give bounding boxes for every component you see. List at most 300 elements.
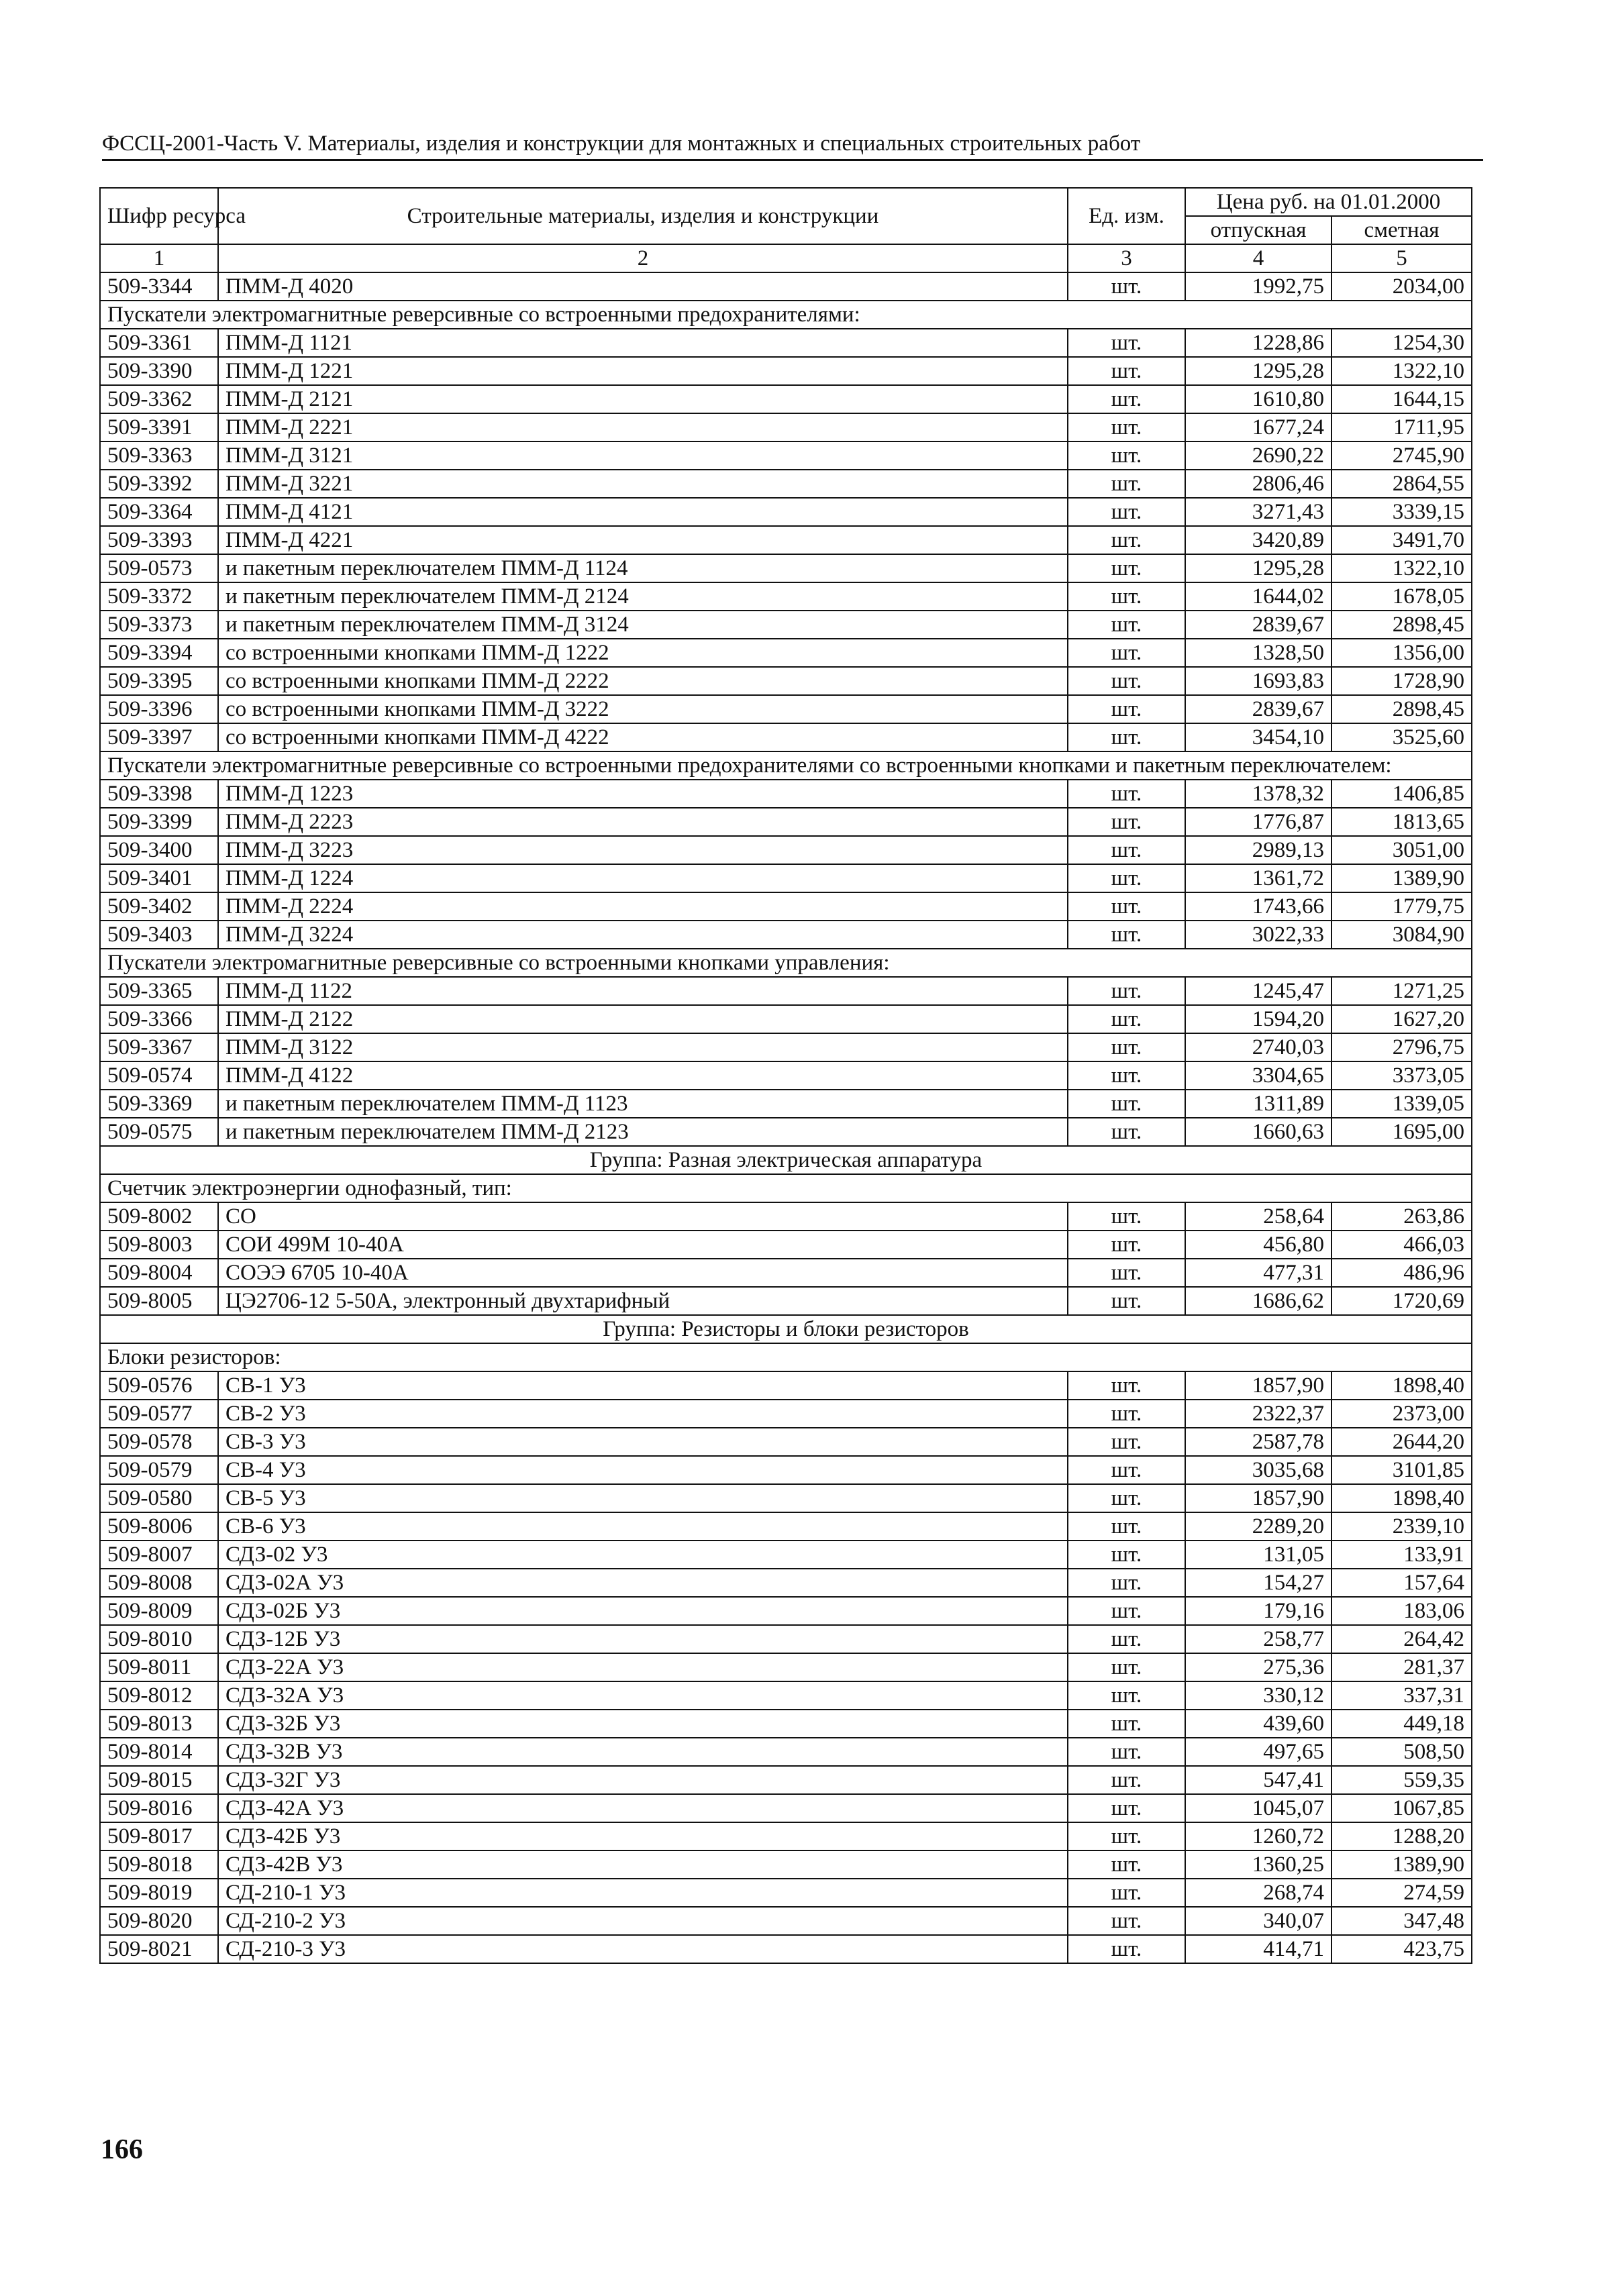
release-price: 1660,63	[1185, 1118, 1331, 1146]
resource-code: 509-3402	[100, 892, 218, 921]
unit: шт.	[1068, 498, 1185, 526]
resource-code: 509-0575	[100, 1118, 218, 1146]
unit: шт.	[1068, 1766, 1185, 1794]
group-title: Группа: Резисторы и блоки резисторов	[100, 1315, 1472, 1343]
unit: шт.	[1068, 1653, 1185, 1681]
estimate-price: 3373,05	[1331, 1061, 1472, 1090]
estimate-price: 274,59	[1331, 1879, 1472, 1907]
resource-code: 509-3372	[100, 582, 218, 611]
unit: шт.	[1068, 1118, 1185, 1146]
unit: шт.	[1068, 1935, 1185, 1963]
resource-code: 509-3362	[100, 385, 218, 413]
group-row	[100, 1146, 1472, 1174]
unit: шт.	[1068, 1033, 1185, 1061]
col-header-release: отпускная	[1185, 216, 1331, 244]
estimate-price: 157,64	[1331, 1569, 1472, 1597]
material-name: СДЗ-42Б У3	[218, 1822, 1068, 1850]
material-name: СДЗ-32А У3	[218, 1681, 1068, 1710]
unit: шт.	[1068, 441, 1185, 470]
resource-code: 509-3393	[100, 526, 218, 554]
resource-code: 509-3365	[100, 977, 218, 1005]
table-row	[100, 1287, 1472, 1315]
table-row	[100, 639, 1472, 667]
table-row	[100, 1090, 1472, 1118]
unit: шт.	[1068, 554, 1185, 582]
estimate-price: 1695,00	[1331, 1118, 1472, 1146]
table-row	[100, 1231, 1472, 1259]
table-row	[100, 1033, 1472, 1061]
material-name: СД-210-1 У3	[218, 1879, 1068, 1907]
material-name: ПММ-Д 3224	[218, 921, 1068, 949]
estimate-price: 1067,85	[1331, 1794, 1472, 1822]
section-title: Пускатели электромагнитные реверсивные со встроенными предохранителями со встроенными кнопками и пакетным переключателем:	[100, 751, 1472, 780]
estimate-price: 3491,70	[1331, 526, 1472, 554]
material-name: СДЗ-22А У3	[218, 1653, 1068, 1681]
release-price: 258,77	[1185, 1625, 1331, 1653]
material-name: СВ-1 У3	[218, 1371, 1068, 1400]
unit: шт.	[1068, 1231, 1185, 1259]
unit: шт.	[1068, 1061, 1185, 1090]
release-price: 3420,89	[1185, 526, 1331, 554]
material-name: СДЗ-32Б У3	[218, 1710, 1068, 1738]
table-row	[100, 470, 1472, 498]
material-name: ПММ-Д 3122	[218, 1033, 1068, 1061]
table-row	[100, 1738, 1472, 1766]
release-price: 1228,86	[1185, 329, 1331, 357]
section-row	[100, 1174, 1472, 1202]
material-name: и пакетным переключателем ПММ-Д 2123	[218, 1118, 1068, 1146]
estimate-price: 2373,00	[1331, 1400, 1472, 1428]
unit: шт.	[1068, 1400, 1185, 1428]
col-number: 1	[100, 244, 218, 272]
material-name: ПММ-Д 4221	[218, 526, 1068, 554]
material-name: СВ-6 У3	[218, 1512, 1068, 1541]
material-name: СДЗ-42А У3	[218, 1794, 1068, 1822]
release-price: 1776,87	[1185, 808, 1331, 836]
estimate-price: 3101,85	[1331, 1456, 1472, 1484]
estimate-price: 1627,20	[1331, 1005, 1472, 1033]
resource-code: 509-0579	[100, 1456, 218, 1484]
table-row	[100, 1879, 1472, 1907]
material-name: ПММ-Д 1122	[218, 977, 1068, 1005]
release-price: 179,16	[1185, 1597, 1331, 1625]
resource-code: 509-8007	[100, 1541, 218, 1569]
unit: шт.	[1068, 1456, 1185, 1484]
table-row	[100, 892, 1472, 921]
estimate-price: 3339,15	[1331, 498, 1472, 526]
table-row	[100, 1118, 1472, 1146]
table-row	[100, 1512, 1472, 1541]
table-row	[100, 723, 1472, 751]
resource-code: 509-0576	[100, 1371, 218, 1400]
resource-code: 509-8016	[100, 1794, 218, 1822]
material-name: ПММ-Д 2224	[218, 892, 1068, 921]
table-row	[100, 1766, 1472, 1794]
material-name: ЦЭ2706-12 5-50А, электронный двухтарифный	[218, 1287, 1068, 1315]
material-name: со встроенными кнопками ПММ-Д 2222	[218, 667, 1068, 695]
material-name: ПММ-Д 2121	[218, 385, 1068, 413]
resource-code: 509-0573	[100, 554, 218, 582]
table-row	[100, 582, 1472, 611]
resource-code: 509-3364	[100, 498, 218, 526]
resource-code: 509-3395	[100, 667, 218, 695]
release-price: 1610,80	[1185, 385, 1331, 413]
estimate-price: 423,75	[1331, 1935, 1472, 1963]
estimate-price: 2644,20	[1331, 1428, 1472, 1456]
table-row	[100, 1569, 1472, 1597]
section-row	[100, 751, 1472, 780]
estimate-price: 1322,10	[1331, 554, 1472, 582]
material-name: со встроенными кнопками ПММ-Д 3222	[218, 695, 1068, 723]
table-row	[100, 836, 1472, 864]
table-row	[100, 1653, 1472, 1681]
unit: шт.	[1068, 1287, 1185, 1315]
release-price: 2989,13	[1185, 836, 1331, 864]
resource-code: 509-3391	[100, 413, 218, 441]
resource-code: 509-3361	[100, 329, 218, 357]
unit: шт.	[1068, 1597, 1185, 1625]
unit: шт.	[1068, 1822, 1185, 1850]
estimate-price: 466,03	[1331, 1231, 1472, 1259]
resource-code: 509-8002	[100, 1202, 218, 1231]
col-number: 4	[1185, 244, 1331, 272]
resource-code: 509-8017	[100, 1822, 218, 1850]
release-price: 2740,03	[1185, 1033, 1331, 1061]
release-price: 1743,66	[1185, 892, 1331, 921]
material-name: ПММ-Д 1224	[218, 864, 1068, 892]
release-price: 1992,75	[1185, 272, 1331, 301]
unit: шт.	[1068, 1625, 1185, 1653]
release-price: 154,27	[1185, 1569, 1331, 1597]
estimate-price: 3084,90	[1331, 921, 1472, 949]
resource-code: 509-3366	[100, 1005, 218, 1033]
release-price: 275,36	[1185, 1653, 1331, 1681]
material-name: СДЗ-02 У3	[218, 1541, 1068, 1569]
release-price: 439,60	[1185, 1710, 1331, 1738]
release-price: 1245,47	[1185, 977, 1331, 1005]
material-name: ПММ-Д 4020	[218, 272, 1068, 301]
unit: шт.	[1068, 611, 1185, 639]
release-price: 547,41	[1185, 1766, 1331, 1794]
estimate-price: 337,31	[1331, 1681, 1472, 1710]
resource-code: 509-8015	[100, 1766, 218, 1794]
table-row	[100, 808, 1472, 836]
unit: шт.	[1068, 1512, 1185, 1541]
table-row	[100, 611, 1472, 639]
release-price: 3454,10	[1185, 723, 1331, 751]
estimate-price: 2864,55	[1331, 470, 1472, 498]
release-price: 3304,65	[1185, 1061, 1331, 1090]
release-price: 268,74	[1185, 1879, 1331, 1907]
resource-code: 509-3373	[100, 611, 218, 639]
table-row	[100, 498, 1472, 526]
release-price: 258,64	[1185, 1202, 1331, 1231]
table-row	[100, 1794, 1472, 1822]
unit: шт.	[1068, 1879, 1185, 1907]
table-row	[100, 1456, 1472, 1484]
resource-code: 509-3400	[100, 836, 218, 864]
estimate-price: 2898,45	[1331, 695, 1472, 723]
resource-code: 509-8019	[100, 1879, 218, 1907]
resource-code: 509-8020	[100, 1907, 218, 1935]
unit: шт.	[1068, 1569, 1185, 1597]
table-row	[100, 1907, 1472, 1935]
release-price: 1295,28	[1185, 357, 1331, 385]
resource-code: 509-3403	[100, 921, 218, 949]
material-name: СДЗ-32Г У3	[218, 1766, 1068, 1794]
resource-code: 509-3392	[100, 470, 218, 498]
estimate-price: 1779,75	[1331, 892, 1472, 921]
resource-code: 509-3367	[100, 1033, 218, 1061]
release-price: 1295,28	[1185, 554, 1331, 582]
estimate-price: 263,86	[1331, 1202, 1472, 1231]
material-name: ПММ-Д 2122	[218, 1005, 1068, 1033]
release-price: 1857,90	[1185, 1371, 1331, 1400]
estimate-price: 347,48	[1331, 1907, 1472, 1935]
resource-code: 509-8018	[100, 1850, 218, 1879]
estimate-price: 1813,65	[1331, 808, 1472, 836]
group-row	[100, 1315, 1472, 1343]
unit: шт.	[1068, 723, 1185, 751]
table-row	[100, 1428, 1472, 1456]
table-row	[100, 977, 1472, 1005]
resource-code: 509-8014	[100, 1738, 218, 1766]
estimate-price: 1288,20	[1331, 1822, 1472, 1850]
estimate-price: 1898,40	[1331, 1371, 1472, 1400]
col-header-code: Шифр ресурса	[100, 188, 218, 244]
material-name: ПММ-Д 4122	[218, 1061, 1068, 1090]
material-name: СВ-4 У3	[218, 1456, 1068, 1484]
unit: шт.	[1068, 695, 1185, 723]
section-title: Пускатели электромагнитные реверсивные со встроенными кнопками управления:	[100, 949, 1472, 977]
estimate-price: 1322,10	[1331, 357, 1472, 385]
resource-code: 509-3397	[100, 723, 218, 751]
material-name: СДЗ-32В У3	[218, 1738, 1068, 1766]
unit: шт.	[1068, 667, 1185, 695]
estimate-price: 281,37	[1331, 1653, 1472, 1681]
col-number: 3	[1068, 244, 1185, 272]
estimate-price: 486,96	[1331, 1259, 1472, 1287]
resource-code: 509-0580	[100, 1484, 218, 1512]
table-row	[100, 1541, 1472, 1569]
table-row	[100, 526, 1472, 554]
table-row	[100, 1597, 1472, 1625]
release-price: 1857,90	[1185, 1484, 1331, 1512]
table-row	[100, 1400, 1472, 1428]
unit: шт.	[1068, 836, 1185, 864]
estimate-price: 1356,00	[1331, 639, 1472, 667]
release-price: 1693,83	[1185, 667, 1331, 695]
unit: шт.	[1068, 1907, 1185, 1935]
release-price: 3022,33	[1185, 921, 1331, 949]
estimate-price: 508,50	[1331, 1738, 1472, 1766]
release-price: 1360,25	[1185, 1850, 1331, 1879]
col-header-price: Цена руб. на 01.01.2000	[1185, 188, 1472, 216]
resource-code: 509-8005	[100, 1287, 218, 1315]
material-name: ПММ-Д 1121	[218, 329, 1068, 357]
unit: шт.	[1068, 1005, 1185, 1033]
release-price: 1361,72	[1185, 864, 1331, 892]
material-name: ПММ-Д 1223	[218, 780, 1068, 808]
resource-code: 509-8009	[100, 1597, 218, 1625]
release-price: 131,05	[1185, 1541, 1331, 1569]
unit: шт.	[1068, 1738, 1185, 1766]
resource-code: 509-8004	[100, 1259, 218, 1287]
material-name: ПММ-Д 1221	[218, 357, 1068, 385]
unit: шт.	[1068, 1090, 1185, 1118]
unit: шт.	[1068, 1541, 1185, 1569]
unit: шт.	[1068, 329, 1185, 357]
material-name: ПММ-Д 2223	[218, 808, 1068, 836]
release-price: 1378,32	[1185, 780, 1331, 808]
table-row	[100, 1371, 1472, 1400]
estimate-price: 133,91	[1331, 1541, 1472, 1569]
group-title: Группа: Разная электрическая аппаратура	[100, 1146, 1472, 1174]
table-row	[100, 1625, 1472, 1653]
unit: шт.	[1068, 470, 1185, 498]
estimate-price: 1389,90	[1331, 1850, 1472, 1879]
estimate-price: 2034,00	[1331, 272, 1472, 301]
unit: шт.	[1068, 1484, 1185, 1512]
material-name: и пакетным переключателем ПММ-Д 1124	[218, 554, 1068, 582]
resource-code: 509-8006	[100, 1512, 218, 1541]
table-row	[100, 1484, 1472, 1512]
table-row	[100, 357, 1472, 385]
material-name: со встроенными кнопками ПММ-Д 1222	[218, 639, 1068, 667]
unit: шт.	[1068, 1850, 1185, 1879]
release-price: 340,07	[1185, 1907, 1331, 1935]
estimate-price: 2796,75	[1331, 1033, 1472, 1061]
estimate-price: 2339,10	[1331, 1512, 1472, 1541]
release-price: 1644,02	[1185, 582, 1331, 611]
unit: шт.	[1068, 1710, 1185, 1738]
material-name: СДЗ-12Б У3	[218, 1625, 1068, 1653]
section-title: Блоки резисторов:	[100, 1343, 1472, 1371]
release-price: 1686,62	[1185, 1287, 1331, 1315]
table-row	[100, 1822, 1472, 1850]
material-name: СДЗ-42В У3	[218, 1850, 1068, 1879]
material-name: СОЭЭ 6705 10-40А	[218, 1259, 1068, 1287]
estimate-price: 1678,05	[1331, 582, 1472, 611]
resource-code: 509-8003	[100, 1231, 218, 1259]
resource-code: 509-3363	[100, 441, 218, 470]
release-price: 3035,68	[1185, 1456, 1331, 1484]
section-row	[100, 1343, 1472, 1371]
estimate-price: 264,42	[1331, 1625, 1472, 1653]
resource-code: 509-0577	[100, 1400, 218, 1428]
resource-code: 509-8011	[100, 1653, 218, 1681]
table-row	[100, 1681, 1472, 1710]
resource-code: 509-3396	[100, 695, 218, 723]
section-row	[100, 949, 1472, 977]
release-price: 330,12	[1185, 1681, 1331, 1710]
material-name: СДЗ-02А У3	[218, 1569, 1068, 1597]
estimate-price: 1271,25	[1331, 977, 1472, 1005]
table-row	[100, 1202, 1472, 1231]
material-name: и пакетным переключателем ПММ-Д 2124	[218, 582, 1068, 611]
col-header-estimate: сметная	[1331, 216, 1472, 244]
table-row	[100, 1005, 1472, 1033]
table-row	[100, 385, 1472, 413]
material-name: СД-210-2 У3	[218, 1907, 1068, 1935]
table-row	[100, 441, 1472, 470]
section-title: Счетчик электроэнергии однофазный, тип:	[100, 1174, 1472, 1202]
unit: шт.	[1068, 357, 1185, 385]
unit: шт.	[1068, 1681, 1185, 1710]
material-name: и пакетным переключателем ПММ-Д 1123	[218, 1090, 1068, 1118]
material-name: ПММ-Д 3223	[218, 836, 1068, 864]
col-number: 5	[1331, 244, 1472, 272]
release-price: 1594,20	[1185, 1005, 1331, 1033]
section-title: Пускатели электромагнитные реверсивные со встроенными предохранителями:	[100, 301, 1472, 329]
unit: шт.	[1068, 526, 1185, 554]
col-header-name: Строительные материалы, изделия и конструкции	[218, 188, 1068, 244]
material-name: ПММ-Д 4121	[218, 498, 1068, 526]
estimate-price: 449,18	[1331, 1710, 1472, 1738]
release-price: 414,71	[1185, 1935, 1331, 1963]
estimate-price: 1406,85	[1331, 780, 1472, 808]
material-name: СВ-3 У3	[218, 1428, 1068, 1456]
table-row	[100, 667, 1472, 695]
table-row	[100, 864, 1472, 892]
release-price: 3271,43	[1185, 498, 1331, 526]
release-price: 1260,72	[1185, 1822, 1331, 1850]
unit: шт.	[1068, 1428, 1185, 1456]
resource-code: 509-0574	[100, 1061, 218, 1090]
estimate-price: 3525,60	[1331, 723, 1472, 751]
material-name: ПММ-Д 3221	[218, 470, 1068, 498]
material-name: со встроенными кнопками ПММ-Д 4222	[218, 723, 1068, 751]
material-name: СВ-2 У3	[218, 1400, 1068, 1428]
estimate-price: 1254,30	[1331, 329, 1472, 357]
material-name: СО	[218, 1202, 1068, 1231]
resource-code: 509-8010	[100, 1625, 218, 1653]
estimate-price: 1720,69	[1331, 1287, 1472, 1315]
unit: шт.	[1068, 1259, 1185, 1287]
table-row	[100, 780, 1472, 808]
resource-code: 509-3399	[100, 808, 218, 836]
release-price: 497,65	[1185, 1738, 1331, 1766]
resource-code: 509-3369	[100, 1090, 218, 1118]
unit: шт.	[1068, 639, 1185, 667]
resource-code: 509-3390	[100, 357, 218, 385]
estimate-price: 1644,15	[1331, 385, 1472, 413]
material-name: СВ-5 У3	[218, 1484, 1068, 1512]
resource-code: 509-8008	[100, 1569, 218, 1597]
estimate-price: 1339,05	[1331, 1090, 1472, 1118]
estimate-price: 3051,00	[1331, 836, 1472, 864]
table-row	[100, 921, 1472, 949]
table-row	[100, 329, 1472, 357]
release-price: 2322,37	[1185, 1400, 1331, 1428]
table-row	[100, 554, 1472, 582]
unit: шт.	[1068, 1371, 1185, 1400]
estimate-price: 559,35	[1331, 1766, 1472, 1794]
release-price: 2587,78	[1185, 1428, 1331, 1456]
table-row	[100, 413, 1472, 441]
unit: шт.	[1068, 1202, 1185, 1231]
table-row	[100, 1061, 1472, 1090]
resource-code: 509-0578	[100, 1428, 218, 1456]
resource-code: 509-8013	[100, 1710, 218, 1738]
unit: шт.	[1068, 921, 1185, 949]
release-price: 456,80	[1185, 1231, 1331, 1259]
table-row	[100, 272, 1472, 301]
resource-code: 509-3394	[100, 639, 218, 667]
unit: шт.	[1068, 864, 1185, 892]
estimate-price: 1389,90	[1331, 864, 1472, 892]
material-name: СД-210-3 У3	[218, 1935, 1068, 1963]
